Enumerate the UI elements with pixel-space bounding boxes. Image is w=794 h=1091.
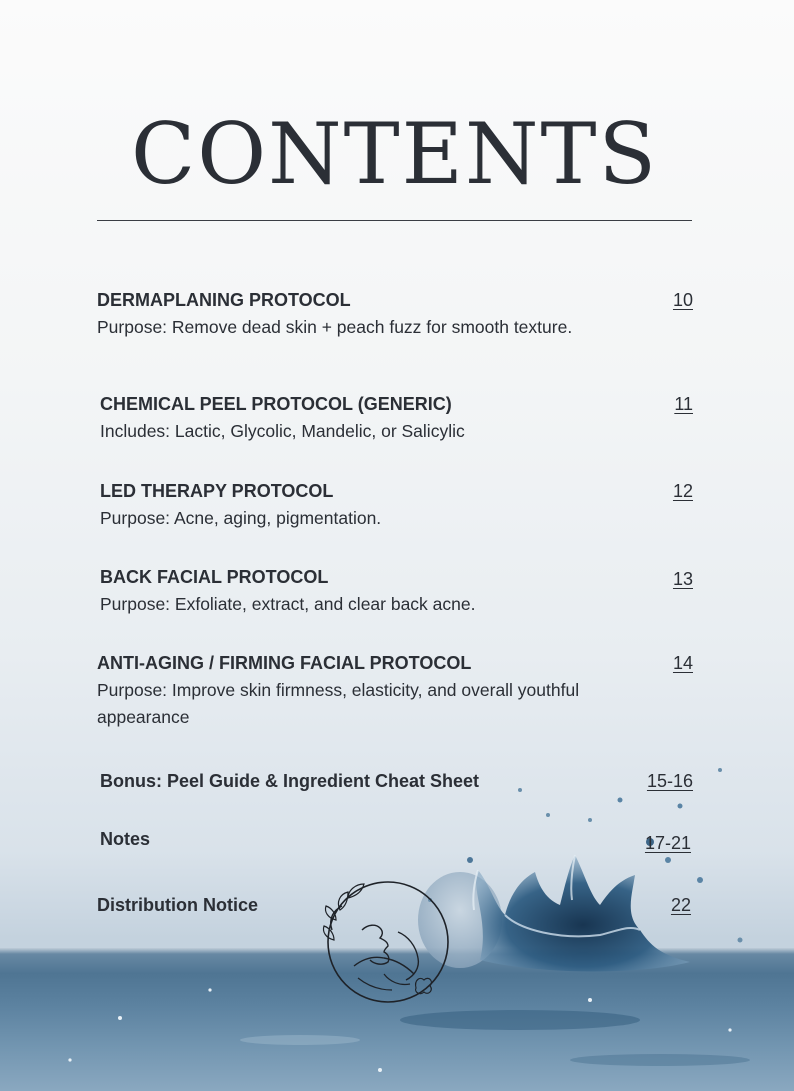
toc-entry-description-dermaplaning: Purpose: Remove dead skin + peach fuzz for smooth texture. (97, 317, 573, 337)
toc-page-link-dermaplaning[interactable]: 10 (672, 290, 693, 310)
toc-entry-title-back-facial[interactable]: BACK FACIAL PROTOCOL (100, 567, 329, 587)
toc-page-link-back-facial[interactable]: 13 (672, 569, 693, 589)
toc-entry-title-bonus[interactable]: Bonus: Peel Guide & Ingredient Cheat Sheet (100, 771, 480, 791)
toc-entry-title-distribution-notice[interactable]: Distribution Notice (97, 895, 258, 915)
toc-page-link-anti-aging[interactable]: 14 (672, 653, 693, 673)
toc-entry-title-anti-aging[interactable]: ANTI-AGING / FIRMING FACIAL PROTOCOL (97, 653, 472, 673)
toc-page-link-distribution-notice[interactable]: 22 (670, 895, 691, 915)
page-title: CONTENTS (130, 105, 659, 203)
toc-page-link-chemical-peel[interactable]: 11 (674, 394, 693, 414)
toc-page-link-bonus[interactable]: 15-16 (646, 771, 693, 791)
toc-entry-title-notes[interactable]: Notes (100, 829, 151, 849)
toc-entry-description-back-facial: Purpose: Exfoliate, extract, and clear back acne. (100, 594, 476, 614)
face-with-leaves-line-art-icon (318, 870, 458, 1010)
toc-entry-description-led-therapy: Purpose: Acne, aging, pigmentation. (100, 508, 382, 528)
toc-entry-title-dermaplaning[interactable]: DERMAPLANING PROTOCOL (97, 290, 351, 310)
title-divider (97, 220, 692, 221)
toc-entry-description-anti-aging: Purpose: Improve skin firmness, elasticity, and overall youthful appearance (97, 680, 580, 727)
toc-entry-title-led-therapy[interactable]: LED THERAPY PROTOCOL (100, 481, 334, 501)
toc-page-link-led-therapy[interactable]: 12 (672, 481, 693, 501)
toc-page-link-notes[interactable]: 17-21 (644, 833, 691, 853)
toc-entry-description-chemical-peel: Includes: Lactic, Glycolic, Mandelic, or Salicylic (100, 421, 465, 441)
toc-entry-title-chemical-peel[interactable]: CHEMICAL PEEL PROTOCOL (GENERIC) (100, 394, 452, 414)
